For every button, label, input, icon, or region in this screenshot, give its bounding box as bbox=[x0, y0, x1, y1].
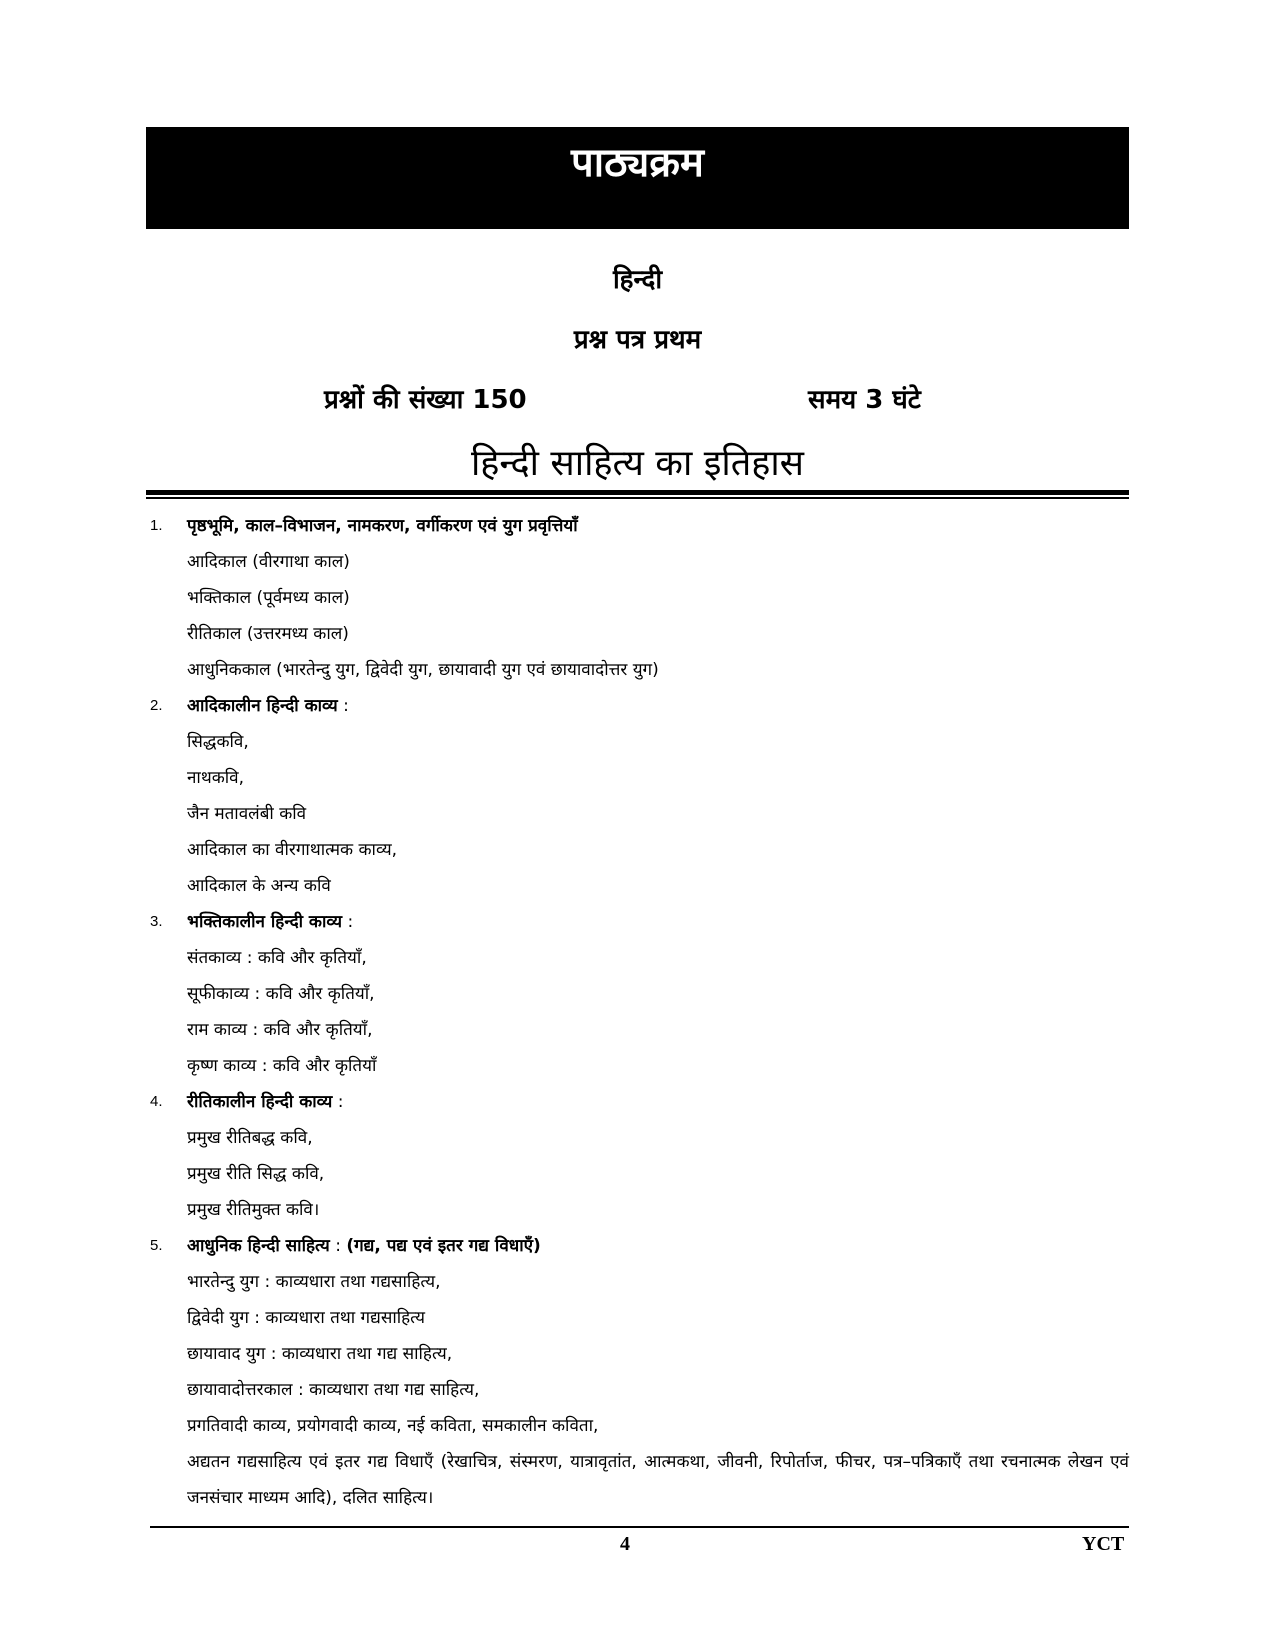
topic-number: 4. bbox=[150, 1093, 163, 1110]
list-item: संतकाव्य : कवि और कृतियाँ, bbox=[187, 948, 367, 968]
topic-title bbox=[187, 904, 353, 940]
topic-title-text: आदिकालीन हिन्दी काव्य bbox=[187, 696, 338, 716]
topic-title bbox=[187, 1228, 541, 1264]
list-item: आधुनिककाल (भारतेन्दु युग, द्विवेदी युग, छायावादी युग एवं छायावादोत्तर युग) bbox=[187, 660, 659, 680]
topic-number: 2. bbox=[150, 697, 163, 714]
title-banner bbox=[146, 127, 1129, 229]
topic-heading bbox=[0, 1084, 1275, 1120]
list-item: कृष्ण काव्य : कवि और कृतियाँ bbox=[187, 1056, 377, 1076]
paper-heading: प्रश्न पत्र प्रथम bbox=[573, 325, 702, 355]
syllabus-content bbox=[0, 508, 1275, 1516]
topic-heading bbox=[0, 904, 1275, 940]
topic-title-suffix: : bbox=[337, 696, 349, 716]
topic-title-text: रीतिकालीन हिन्दी काव्य bbox=[187, 1092, 333, 1112]
section-title: हिन्दी साहित्य का इतिहास bbox=[470, 443, 805, 484]
list-item: भारतेन्दु युग : काव्यधारा तथा गद्यसाहित्य, bbox=[187, 1272, 441, 1292]
list-item: प्रमुख रीतिमुक्त कवि। bbox=[187, 1200, 320, 1220]
topic-heading bbox=[0, 688, 1275, 724]
list-item: नाथकवि, bbox=[187, 768, 245, 788]
topic-title bbox=[187, 1084, 344, 1120]
publisher-brand: YCT bbox=[1082, 1533, 1125, 1555]
section-divider-thin bbox=[146, 497, 1129, 499]
list-item: छायावाद युग : काव्यधारा तथा गद्य साहित्य, bbox=[187, 1344, 453, 1364]
list-item: सिद्धकवि, bbox=[187, 732, 249, 752]
topic-title bbox=[187, 508, 578, 544]
list-item: आदिकाल के अन्य कवि bbox=[187, 876, 331, 896]
list-item: प्रमुख रीतिबद्ध कवि, bbox=[187, 1128, 313, 1148]
topic-heading bbox=[0, 508, 1275, 544]
topic-title-tail: (गद्य, पद्य एवं इतर गद्य विधाएँ) bbox=[346, 1236, 541, 1256]
footer-divider bbox=[150, 1526, 1129, 1528]
topic-title-text: आधुनिक हिन्दी साहित्य bbox=[187, 1236, 330, 1256]
list-item: सूफीकाव्य : कवि और कृतियाँ, bbox=[187, 984, 375, 1004]
list-item: प्रमुख रीति सिद्ध कवि, bbox=[187, 1164, 325, 1184]
page-number: 4 bbox=[620, 1533, 630, 1555]
list-item: आदिकाल (वीरगाथा काल) bbox=[187, 552, 350, 572]
topic-title-text: पृष्ठभूमि, काल–विभाजन, नामकरण, वर्गीकरण एवं युग प्रवृत्तियाँ bbox=[187, 516, 578, 536]
list-item: रीतिकाल (उत्तरमध्य काल) bbox=[187, 624, 349, 644]
exam-duration: समय 3 घंटे bbox=[808, 385, 921, 415]
topic-number: 3. bbox=[150, 913, 163, 930]
question-count: प्रश्नों की संख्या 150 bbox=[324, 385, 527, 415]
topic-title-text: भक्तिकालीन हिन्दी काव्य bbox=[187, 912, 343, 932]
list-item: भक्तिकाल (पूर्वमध्य काल) bbox=[187, 588, 350, 608]
list-item: जैन मतावलंबी कवि bbox=[187, 804, 307, 824]
list-item: छायावादोत्तरकाल : काव्यधारा तथा गद्य साहित्य, bbox=[187, 1380, 480, 1400]
topic-title-suffix: : bbox=[332, 1092, 344, 1112]
section-divider-thick bbox=[146, 490, 1129, 495]
topic-title-suffix: : bbox=[329, 1236, 347, 1256]
list-item: राम काव्य : कवि और कृतियाँ, bbox=[187, 1020, 373, 1040]
topic-title bbox=[187, 688, 349, 724]
list-item: आदिकाल का वीरगाथात्मक काव्य, bbox=[187, 840, 398, 860]
list-item: प्रगतिवादी काव्य, प्रयोगवादी काव्य, नई कविता, समकालीन कविता, bbox=[187, 1416, 599, 1436]
list-item: द्विवेदी युग : काव्यधारा तथा गद्यसाहित्य bbox=[187, 1308, 425, 1328]
banner-title: पाठ्यक्रम bbox=[571, 140, 704, 186]
list-item-multiline: अद्यतन गद्यसाहित्य एवं इतर गद्य विधाएँ (रेखाचित्र, संस्मरण, यात्रावृतांत, आत्मकथा, जीवनी, रिपोर्ताज, फीचर, पत्र–पत्रिकाएँ तथा रचनात्मक लेखन एवं जनसंचार माध्यम आदि), दलित साहित्य। bbox=[187, 1452, 1129, 1508]
topic-number: 5. bbox=[150, 1237, 163, 1254]
topic-number: 1. bbox=[150, 517, 163, 534]
topic-heading bbox=[0, 1228, 1275, 1264]
subject-heading: हिन्दी bbox=[612, 265, 663, 295]
topic-title-suffix: : bbox=[342, 912, 354, 932]
